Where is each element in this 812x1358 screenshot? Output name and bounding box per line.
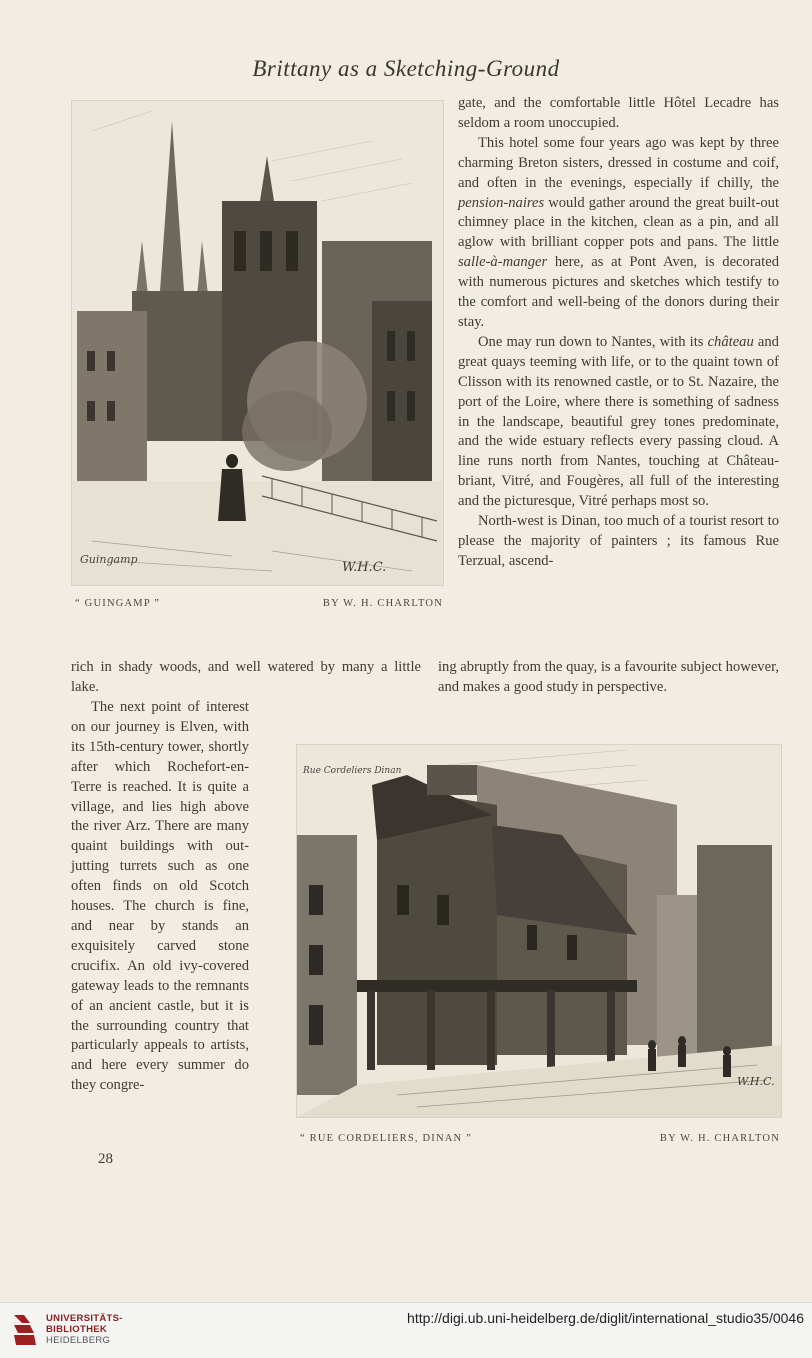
guingamp-signature: W.H.C. bbox=[342, 560, 387, 575]
page-number: 28 bbox=[98, 1151, 113, 1167]
footer-bar bbox=[0, 1302, 812, 1358]
left-column-text bbox=[71, 698, 249, 1096]
rue-cordeliers-caption-credit: BY W. H. CHARLTON bbox=[659, 1133, 780, 1144]
running-head: Brittany as a Sketching-Ground bbox=[252, 56, 560, 81]
right-continuation-line: ing abruptly from the quay, is a favourite subject however, and makes a good study in perspective. bbox=[438, 659, 779, 695]
source-url-link[interactable]: http://digi.ub.uni-heidelberg.de/diglit/international_studio35/0046 bbox=[407, 1310, 804, 1326]
guingamp-caption-credit: BY W. H. CHARLTON bbox=[322, 598, 443, 609]
paragraph: gate, and the comfortable little Hôtel Lecadre has seldom a room unoccupied. bbox=[458, 95, 779, 131]
library-logo-text: UNIVERSITÄTS- BIBLIOTHEK HEIDELBERG bbox=[46, 1313, 123, 1346]
guingamp-caption-title: “ GUINGAMP ” bbox=[75, 598, 161, 609]
rue-cordeliers-illustration bbox=[296, 744, 782, 1118]
guingamp-illustration bbox=[71, 100, 444, 586]
paragraph: This hotel some four years ago was kept by three charming Breton sisters, dressed in costume and coif, and often in the evenings, especially if chilly, the pension-naires would gather around the great built-out chimney place in the kitchen, clean as a pin, and all aglow with brilliant copper pots and pans. The little salle-à-manger here, as at Pont Aven, is decorated with numerous pictures and sketches which testify to the comfort and well-being of the donors during their stay. bbox=[458, 134, 779, 330]
left-continuation-line: rich in shady woods, and well watered by many a little lake. bbox=[71, 659, 421, 695]
guingamp-inscription: Guingamp bbox=[80, 553, 138, 566]
paragraph: The next point of interest on our journey is Elven, with its 15th-century tower, shortly after which Rochefort-en-Terre is reached. It is quite a village, and lies high above the river Arz. There are many quaint buildings with out-jutting turrets such as one often finds on old Scotch houses. The church is fine, and near by stands an exquisitely carved stone crucifix. An old ivy-covered gateway leads to the remnants of an ancient castle, but it is the surrounding country that particularly appeals to artists, and here every summer do they congre- bbox=[71, 699, 249, 1094]
library-logo-icon bbox=[10, 1311, 40, 1349]
paragraph: One may run down to Nantes, with its château and great quays teeming with life, or to the quaint town of Clisson with its renowned castle, or to St. Nazaire, the port of the Loire, where there is something of sadness in the landscape, beautiful grey tones predominate, and the wide estuary reflects every passing cloud. A line runs north from Nantes, touching at Château-briant, Vitré, and Fougères, all full of the interesting and the picturesque, Vitré perhaps most so. bbox=[458, 333, 779, 510]
rue-cordeliers-signature: W.H.C. bbox=[737, 1075, 775, 1088]
right-column-text bbox=[458, 94, 779, 572]
rue-cordeliers-caption-title: “ RUE CORDELIERS, DINAN ” bbox=[300, 1133, 473, 1144]
paragraph: North-west is Dinan, too much of a tourist resort to please the majority of painters ; its famous Rue Terzual, ascend- bbox=[458, 513, 779, 569]
rue-cordeliers-inscription: Rue Cordeliers Dinan bbox=[303, 766, 402, 776]
